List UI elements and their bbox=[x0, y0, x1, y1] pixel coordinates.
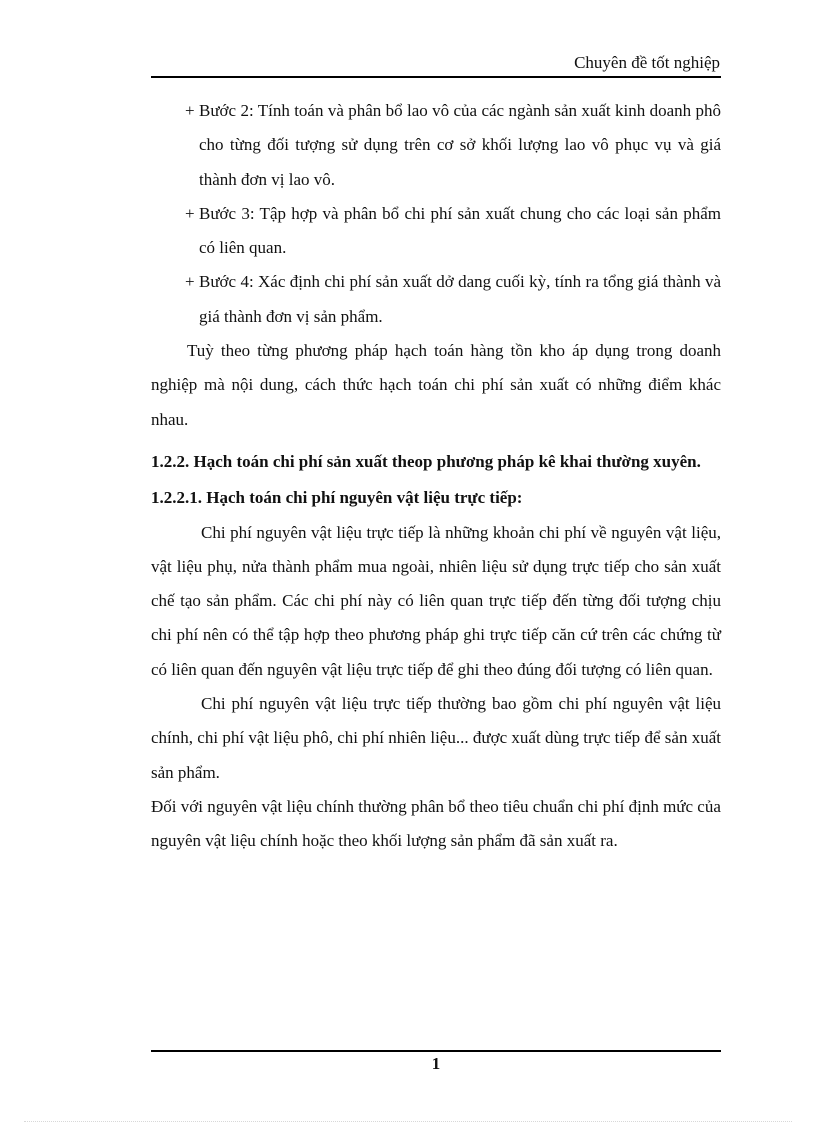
header-title: Chuyên đề tốt nghiệp bbox=[574, 53, 720, 72]
section-heading-1-2-2: 1.2.2. Hạch toán chi phí sản xuất theop phương pháp kê khai thường xuyên. bbox=[151, 451, 701, 471]
bullet-item-step-3 bbox=[151, 197, 721, 266]
bullet-marker: + bbox=[185, 272, 195, 292]
section-heading-1-2-2-1: 1.2.2.1. Hạch toán chi phí nguyên vật liệu trực tiếp: bbox=[151, 488, 523, 508]
header-rule bbox=[151, 76, 721, 78]
bullet-marker: + bbox=[185, 101, 195, 120]
bullet-text: Bước 4: Xác định chi phí sản xuất dở dang cuối kỳ, tính ra tổng giá thành và giá thành đơn vị sản phẩm. bbox=[199, 272, 721, 326]
page-number: 1 bbox=[431, 1054, 441, 1073]
document-body bbox=[151, 94, 721, 859]
paragraph-direct-material-definition: Chi phí nguyên vật liệu trực tiếp là những khoản chi phí về nguyên vật liệu, vật liệu phụ, nửa thành phẩm mua ngoài, nhiên liệu sử dụng trực tiếp cho sản xuất chế tạo sản phẩm. Các chi phí này có liên quan trực tiếp đến từng đối tượng chịu chi phí nên có thể tập hợp theo phương pháp ghi trực tiếp căn cứ trên các chứng từ có liên quan đến nguyên vật liệu trực tiếp để ghi theo đúng đối tượng có liên quan. bbox=[151, 522, 721, 679]
paragraph-allocation: Đối với nguyên vật liệu chính thường phân bổ theo tiêu chuẩn chi phí định mức của nguyên vật liệu chính hoặc theo khối lượng sản phẩm đã sản xuất ra. bbox=[151, 796, 721, 851]
paragraph-inventory-methods: Tuỳ theo từng phương pháp hạch toán hàng tồn kho áp dụng trong doanh nghiệp mà nội dung, cách thức hạch toán chi phí sản xuất có những điểm khác nhau. bbox=[151, 341, 721, 429]
bullet-text: Bước 2: Tính toán và phân bổ lao vô của các ngành sản xuất kinh doanh phô cho từng đối tượng sử dụng trên cơ sở khối lượng lao vô phục vụ và giá thành đơn vị lao vô. bbox=[199, 101, 721, 189]
bullet-text: Bước 3: Tập hợp và phân bổ chi phí sản xuất chung cho các loại sản phẩm có liên quan. bbox=[199, 203, 721, 258]
footer-rule bbox=[151, 1050, 721, 1052]
bullet-marker: + bbox=[185, 203, 195, 223]
paragraph-direct-material-components: Chi phí nguyên vật liệu trực tiếp thường bao gồm chi phí nguyên vật liệu chính, chi phí vật liệu phô, chi phí nhiên liệu... được xuất dùng trực tiếp để sản xuất sản phẩm. bbox=[151, 694, 721, 782]
bullet-item-step-2 bbox=[151, 94, 721, 197]
bullet-item-step-4 bbox=[151, 265, 721, 334]
page-bottom-edge bbox=[24, 1121, 792, 1122]
